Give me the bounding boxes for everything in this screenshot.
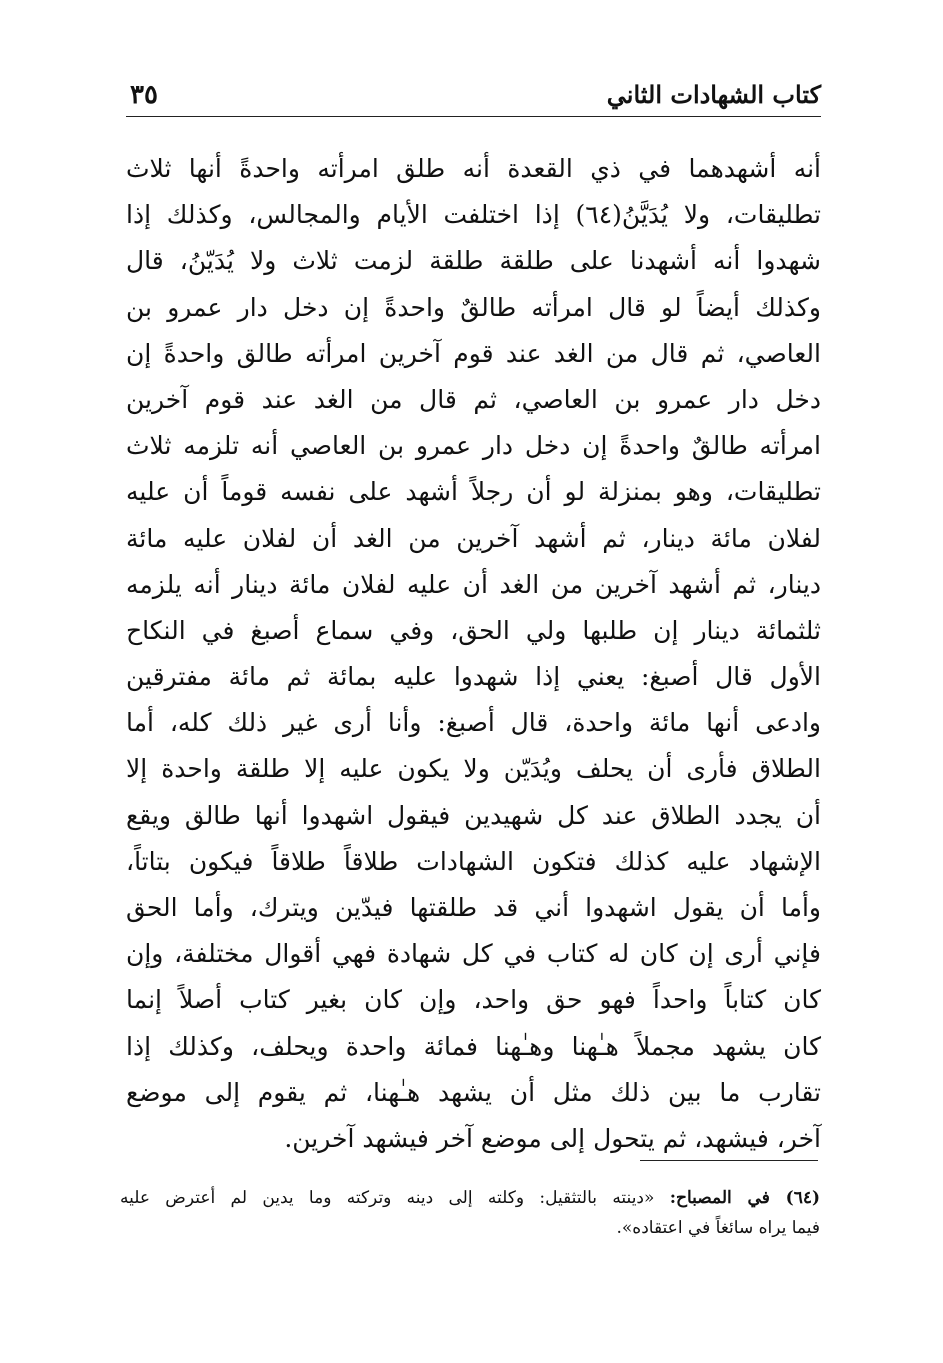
page-number: ٣٥ <box>130 80 158 110</box>
body-line: أن يجدد الطلاق عند كل شهيدين فيقول اشهدوا أنها طالق ويقع <box>126 800 821 830</box>
body-line: لفلان مائة دينار، ثم أشهد آخرين من الغد أن لفلان عليه مائة <box>126 523 821 553</box>
body-line: الطلاق فأرى أن يحلف ويُدَيّن ولا يكون عليه إلا طلقة واحدة إلا <box>126 754 821 784</box>
body-line: الإشهاد عليه كذلك فتكون الشهادات طلاقاً طلاقاً فيكون بتاتاً، <box>126 846 821 876</box>
body-line: ثلثمائة دينار إن طلبها ولي الحق، وفي سماع أصبغ في النكاح <box>126 615 821 645</box>
body-line: العاصي، ثم قال من الغد عند قوم آخرين امرأته طالق واحدةً إن <box>126 338 821 368</box>
footnote-divider <box>640 1160 818 1161</box>
footnote-text: «دينته بالتثقيل: وكلته إلى دينه وتركته وما يدين لم أعترض عليه <box>120 1188 655 1208</box>
body-line: شهدوا أنه أشهدنا على طلقة طلقة لزمت ثلاث ولا يُدَيّنُ، قال <box>126 246 821 276</box>
body-line: آخر، فيشهد، ثم يتحول إلى موضع آخر فيشهد آخرين. <box>284 1123 821 1153</box>
body-line: وكذلك أيضاً لو قال امرأته طالقٌ واحدةً إن دخل دار عمرو بن <box>126 292 821 322</box>
footnote-marker: (٦٤) في المصباح: <box>669 1188 821 1208</box>
body-line: وأما أن يقول اشهدوا أني قد طلقتها فيدّين ويترك، وأما الحق <box>126 893 821 922</box>
body-text <box>126 146 821 1162</box>
body-line: دينار، ثم أشهد آخرين من الغد أن عليه لفلان مائة دينار أنه يلزمه <box>126 569 821 599</box>
body-line: امرأته طالقٌ واحدةً إن دخل دار عمرو بن العاصي أنه تلزمه ثلاث <box>126 431 821 461</box>
body-line: تطليقات، ولا يُدَيَّنُ(٦٤) إذا اختلفت الأيام والمجالس، وكذلك إذا <box>126 200 822 230</box>
footnote-line: فيما يراه سائغاً في اعتقاده». <box>616 1218 820 1238</box>
body-line: تقارب ما بين ذلك مثل أن يشهد هـٰهنا، ثم يقوم إلى موضع <box>126 1077 821 1107</box>
body-line: كان كتاباً واحداً فهو حق واحد، وإن كان بغير كتاب أصلاً إنما <box>126 985 821 1015</box>
running-title: كتاب الشهادات الثاني <box>606 80 821 109</box>
body-line: وادعى أنها مائة واحدة، قال أصبغ: وأنا أرى غير ذلك كله، أما <box>126 708 821 738</box>
body-line: فإني أرى إن كان له كتاب في كل شهادة فهي أقوال مختلفة، وإن <box>126 939 821 969</box>
body-line: كان يشهد مجملاً هـٰهنا وهـٰهنا فمائة واحدة ويحلف، وكذلك إذا <box>126 1031 821 1061</box>
footnote <box>120 1183 820 1243</box>
body-line: أنه أشهدهما في ذي القعدة أنه طلق امرأته واحدةً أنها ثلاث <box>126 154 821 183</box>
body-line: دخل دار عمرو بن العاصي، ثم قال من الغد عند قوم آخرين <box>126 384 821 414</box>
body-line: الأول قال أصبغ: يعني إذا شهدوا عليه بمائة ثم مائة مفترقين <box>126 662 821 692</box>
page-header <box>126 76 821 117</box>
body-line: تطليقات، وهو بمنزلة لو أن رجلاً أشهد على نفسه قوماً أن عليه <box>126 477 821 507</box>
footnote-line <box>120 1183 820 1213</box>
